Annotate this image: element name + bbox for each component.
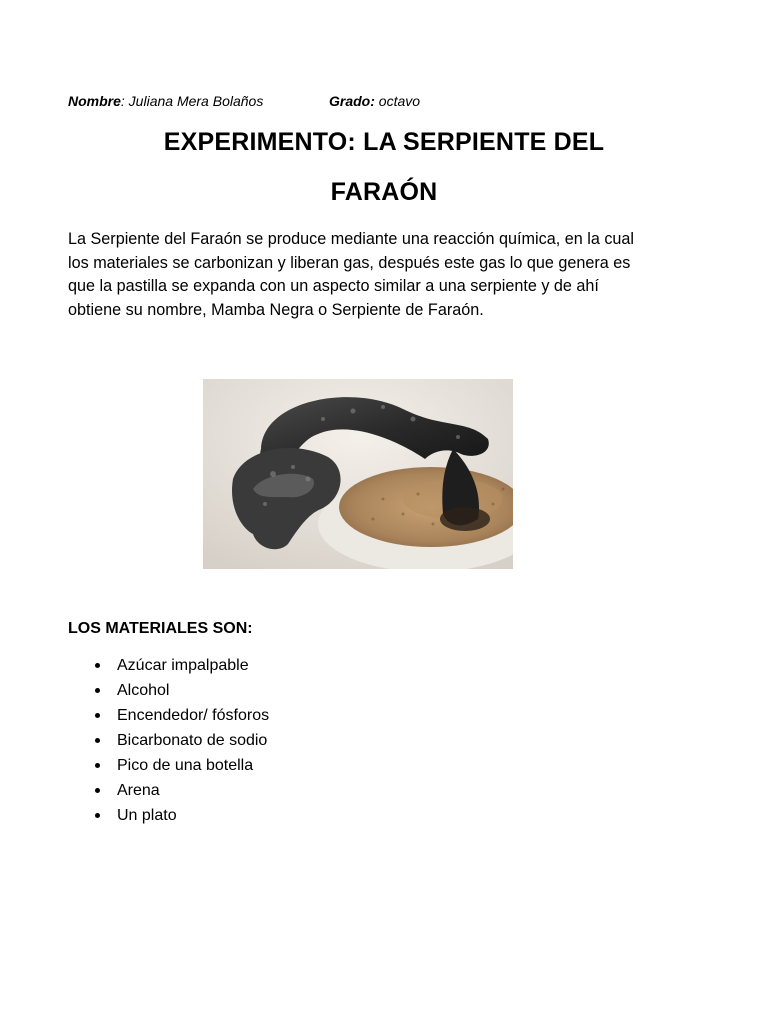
list-item [90,755,269,780]
bullet-icon [95,788,100,793]
list-item [90,730,269,755]
grado-value: octavo [374,93,421,109]
list-item-label: Encendedor/ fósforos [117,707,270,724]
bullet-icon [95,813,100,818]
bullet-icon [95,738,100,743]
student-info-line [68,93,421,109]
list-item [90,680,269,705]
page-title-line-2: FARAÓN [330,178,438,206]
bullet-icon [95,663,100,668]
intro-line-3: que la pastilla se expanda con un aspecto similar a una serpiente y de ahí [68,277,599,295]
materials-heading: LOS MATERIALES SON: [68,620,253,637]
pharaoh-serpent-photo [203,379,513,569]
intro-paragraph [68,228,708,322]
grado-label: Grado: [329,93,375,109]
page-title-line-1: EXPERIMENTO: LA SERPIENTE DEL [163,128,605,156]
list-item-label: Arena [117,782,160,799]
intro-line-2: los materiales se carbonizan y liberan gas, después este gas lo que genera es [68,253,631,272]
intro-line-4: obtiene su nombre, Mamba Negra o Serpiente de Faraón. [68,300,484,319]
list-item-label: Bicarbonato de sodio [117,732,268,749]
nombre-value: : Juliana Mera Bolaños [120,93,264,109]
nombre-label: Nombre [68,93,121,109]
intro-line-1: La Serpiente del Faraón se produce mediante una reacción química, en la cual [68,230,635,248]
materials-list [90,655,269,830]
list-item-label: Azúcar impalpable [117,657,249,674]
list-item-label: Alcohol [117,682,170,699]
list-item [90,655,269,680]
list-item-label: Pico de una botella [117,757,254,774]
list-item [90,705,269,730]
list-item [90,805,269,830]
list-item-label: Un plato [117,807,177,824]
bullet-icon [95,713,100,718]
bullet-icon [95,688,100,693]
grado-block [329,93,420,109]
list-item [90,780,269,805]
bullet-icon [95,763,100,768]
